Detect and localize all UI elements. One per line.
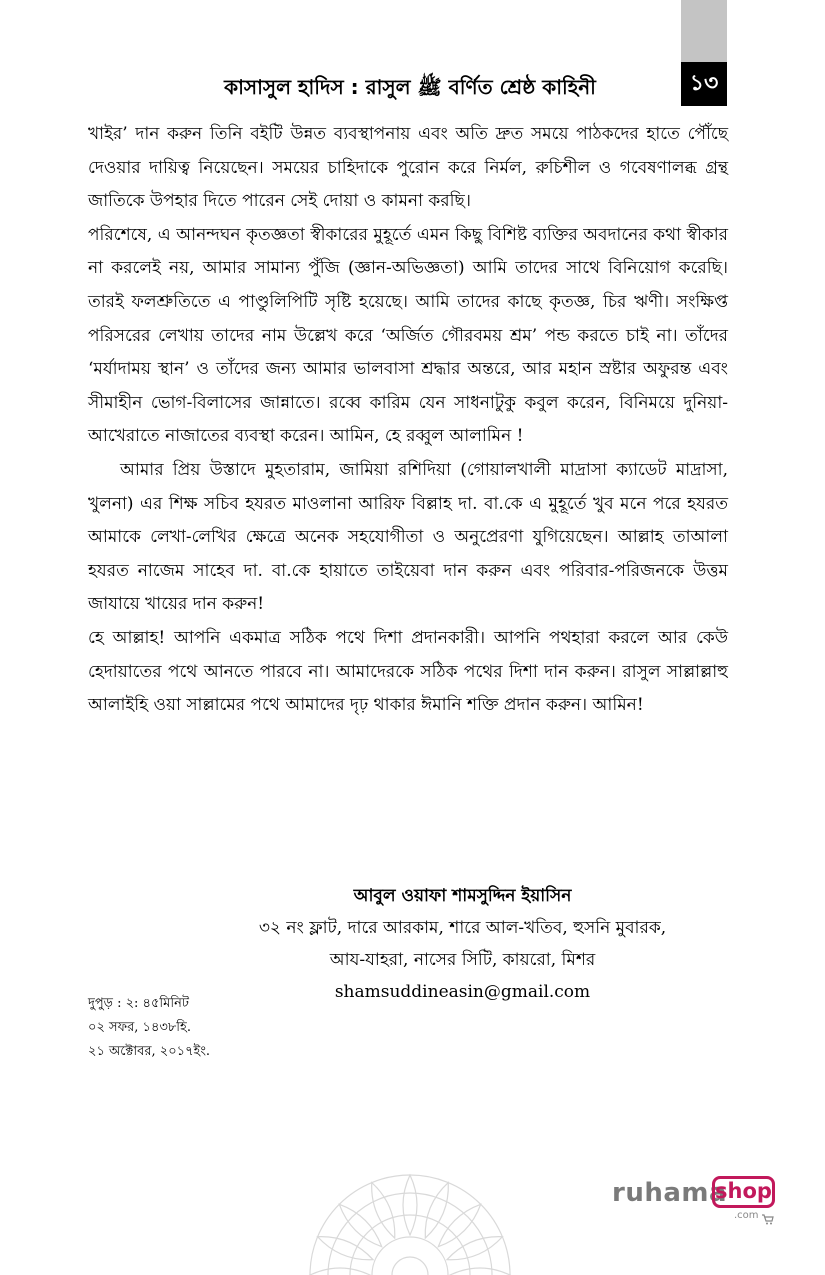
page-tab-strip [681, 0, 727, 62]
address-line-2: আয-যাহরা, নাসের সিটি, কায়রো, মিশর [329, 950, 596, 970]
logo-brand-text: ruhama [612, 1178, 728, 1208]
running-header-title: কাসাসুল হাদিস : রাসুল ﷺ বর্ণিত শ্রেষ্ঠ কাহিনী [224, 75, 596, 99]
signature-block [190, 880, 735, 1008]
author-email: shamsuddineasin@gmail.com [334, 982, 591, 1002]
cart-icon [762, 1210, 774, 1229]
address-line-1: ৩২ নং ফ্লাট, দারে আরকাম, শারে আল-খতিব, হুসনি মুবারক, [258, 918, 667, 938]
logo-domain-text: .com [734, 1210, 759, 1221]
gregorian-date: ২১ অক্টোবর, ২০১৭ইং. [88, 1044, 211, 1059]
logo-shop-badge: shop [712, 1176, 775, 1208]
author-name: আবুল ওয়াফা শামসুদ্দিন ইয়াসিন [353, 886, 572, 906]
paragraph-1: খাইর’ দান করুন তিনি বইটি উন্নত ব্যবস্থাপনায় এবং অতি দ্রুত সময়ে পাঠকদের হাতে পৌঁছে দেওয়ার দায়িত্ব নিয়েছেন। সময়ের চাহিদাকে পুরোন করে নির্মল, রুচিশীল ও গবেষণালব্ধ গ্রন্থ জাতিকে উপহার দিতে পারেন সেই দোয়া ও কামনা করছি। [88, 124, 728, 212]
paragraph-4: হে আল্লাহ! আপনি একমাত্র সঠিক পথে দিশা প্রদানকারী। আপনি পথহারা করলে আর কেউ হেদায়াতের পথে আনতে পারবে না। আমাদেরকে সঠিক পথের দিশা দান করুন। রাসুল সাল্লাল্লাহু আলাইহি ওয়া সাল্লামের পথে আমাদের দৃঢ় থাকার ঈমানি শক্তি প্রদান করুন। আমিন! [88, 627, 728, 716]
mandala-icon [300, 1160, 520, 1275]
ruhama-shop-logo [612, 1176, 777, 1226]
body-text [88, 118, 728, 723]
time-line: দুপুড় : ২: ৪৫মিনিট [88, 996, 189, 1011]
paragraph-2: পরিশেষে, এ আনন্দঘন কৃতজ্ঞতা স্বীকারের মুহূর্তে এমন কিছু বিশিষ্ট ব্যক্তির অবদানের কথা স্বীকার না করলেই নয়, আমার সামান্য পুঁজি (জ্ঞান-অভিজ্ঞতা) আমি তাদের সাথে বিনিয়োগ করেছি। তারই ফলশ্রুতিতে এ পাণ্ডুলিপিটি সৃষ্টি হয়েছে। আমি তাদের কাছে কৃতজ্ঞ, চির ঋণী। সংক্ষিপ্ত পরিসরের লেখায় তাদের নাম উল্লেখ করে ‘অর্জিত গৌরবময় শ্রম’ পন্ড করতে চাই না। তাঁদের ‘মর্যাদাময় স্থান’ ও তাঁদের জন্য আমার ভালবাসা শ্রদ্ধার অন্তরে, আর মহান স্রষ্টার অফুরন্ত এবং সীমাহীন ভোগ-বিলাসের জান্নাতে। রব্বে কারিম যেন সাধনাটুকু কবুল করেন, বিনিময়ে দুনিয়া-আখেরাতে নাজাতের ব্যবস্থা করেন। আমিন, হে রব্বুল আলামিন ! [88, 224, 728, 447]
hijri-date: ০২ সফর, ১৪৩৮হি. [88, 1020, 191, 1035]
paragraph-3: আমার প্রিয় উস্তাদে মুহতারাম, জামিয়া রশিদিয়া (গোয়ালখালী মাদ্রাসা ক্যাডেট মাদ্রাসা, খুলনা) এর শিক্ষ সচিব হযরত মাওলানা আরিফ বিল্লাহ দা. বা.কে এ মুহূর্তে খুব মনে পরে হযরত আমাকে লেখা-লেখির ক্ষেত্রে অনেক সহযোগীতা ও অনুপ্রেরণা যুগিয়েছেন। আল্লাহ তাআলা হযরত নাজেম সাহেব দা. বা.কে হায়াতে তাইয়েবা দান করুন এবং পরিবার-পরিজনকে উত্তম জাযায়ে খায়ের দান করুন! [88, 459, 728, 615]
date-block [88, 992, 388, 1064]
page-number: ১৩ [681, 62, 727, 106]
